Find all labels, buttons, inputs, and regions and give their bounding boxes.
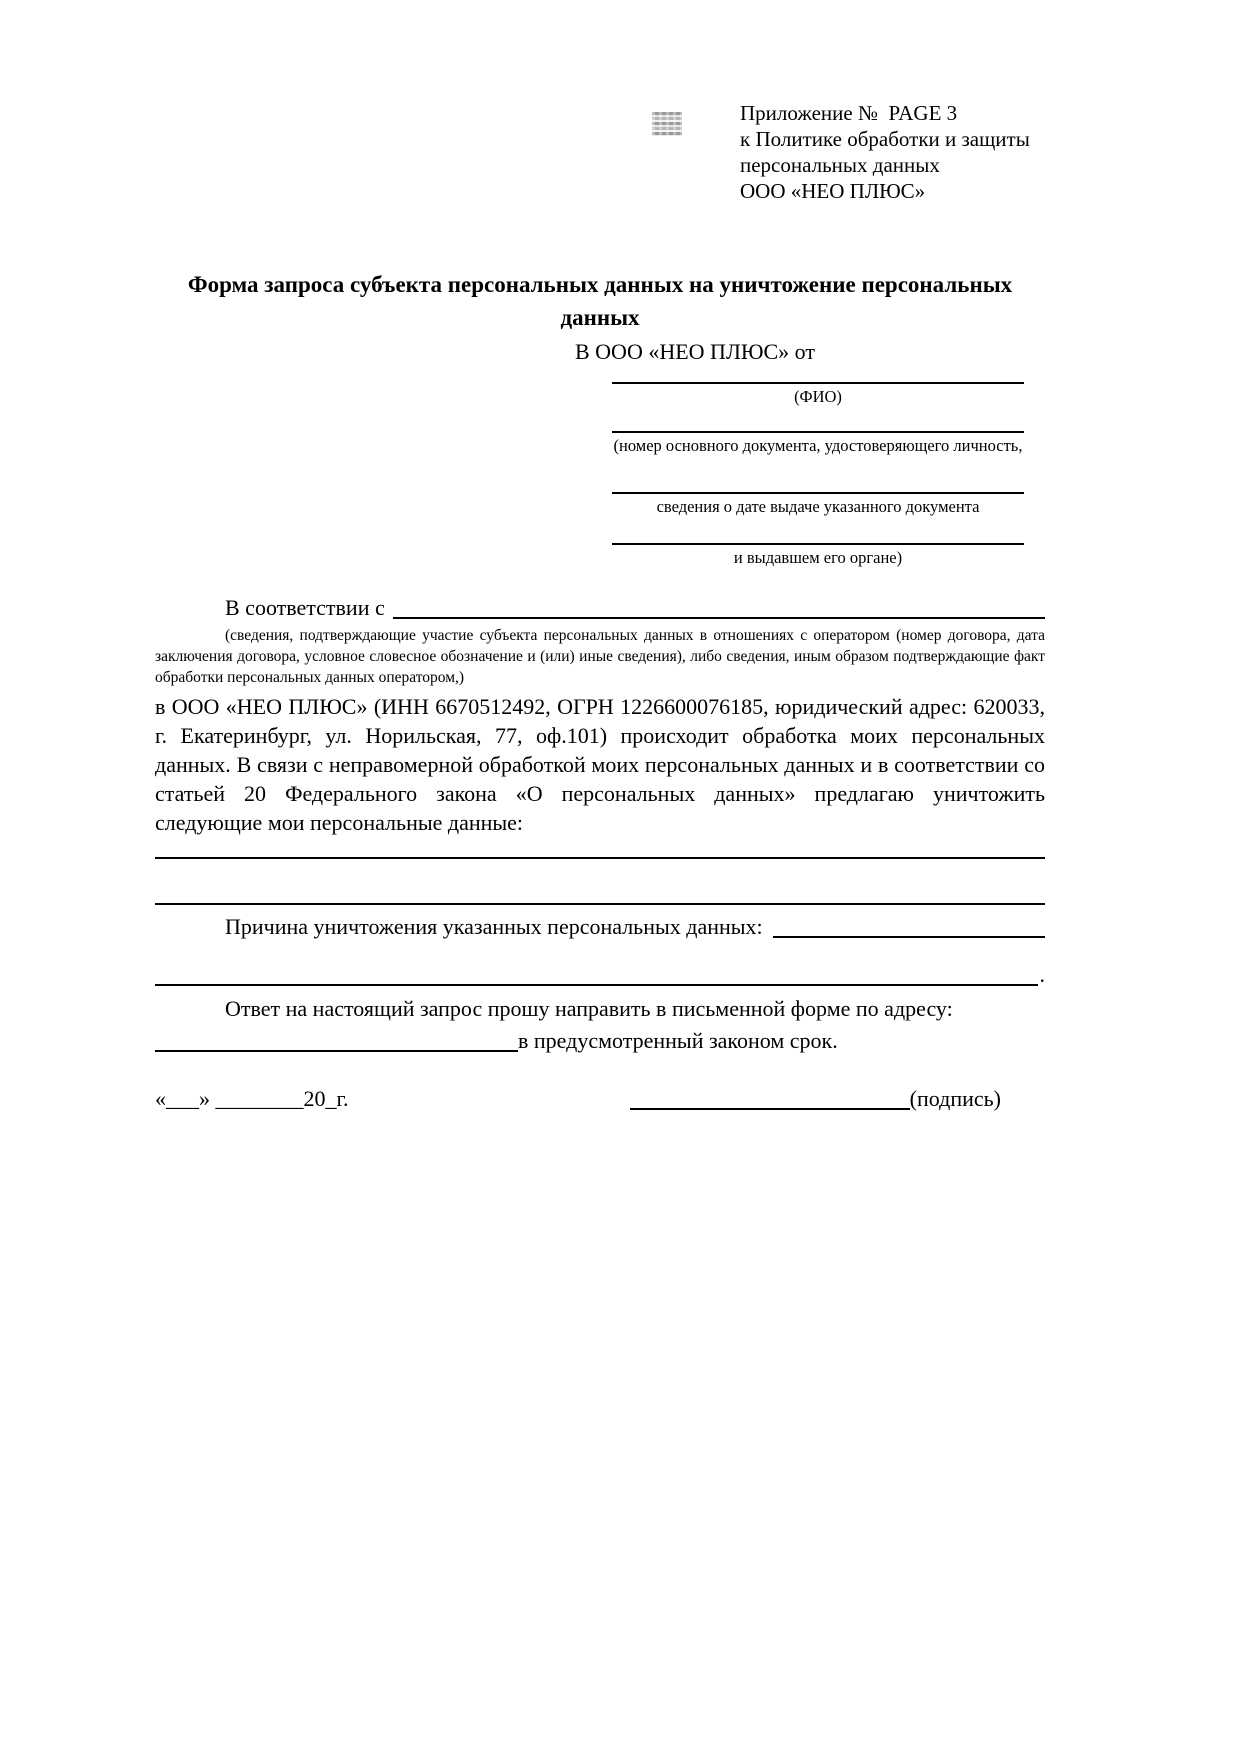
accordance-footnote: (сведения, подтверждающие участие субъекта персональных данных в отношениях с оператором (номер договора, дата заключения договора, условное словесное обозначение и (или) иные сведения), либо сведения, иным образом подтверждающие факт обработки персональных данных оператором,) <box>155 627 1045 686</box>
field-fio <box>612 382 1024 407</box>
field-document-number <box>612 431 1024 456</box>
blank-field-line <box>155 1050 518 1052</box>
reason-label: Причина уничтожения указанных персональных данных: <box>225 914 763 939</box>
identity-fields <box>612 382 1024 568</box>
appendix-header <box>740 100 1045 204</box>
field-fio-caption: (ФИО) <box>794 387 842 406</box>
sentence-period: . <box>1039 962 1045 987</box>
signature-caption: (подпись) <box>909 1086 1001 1111</box>
signature-group <box>630 1085 1001 1113</box>
blank-field-line <box>155 857 1045 859</box>
response-address-row <box>155 1027 1045 1055</box>
signature-line <box>630 1108 910 1110</box>
blank-field-line <box>155 903 1045 905</box>
field-document-number-caption: (номер основного документа, удостоверяющего личность, <box>613 436 1023 455</box>
policy-line-1: к Политике обработки и защиты <box>740 127 1030 151</box>
blank-field-line <box>393 617 1045 619</box>
appendix-number-line: Приложение № PAGE 3 <box>740 101 958 125</box>
date-blank: «___» ________20_г. <box>155 1086 349 1111</box>
field-issuing-authority-caption: и выдавшем его органе) <box>733 548 903 567</box>
field-issue-date <box>612 492 1024 517</box>
blank-field-line <box>155 984 1038 986</box>
reason-continuation-row <box>155 961 1045 989</box>
response-request-line: Ответ на настоящий запрос прошу направить в письменной форме по адресу: <box>225 996 953 1021</box>
response-deadline-text: в предусмотренный законом срок. <box>518 1028 838 1053</box>
accordance-prefix: В соответствии с <box>225 595 385 620</box>
reason-row <box>155 913 1045 941</box>
accordance-row <box>155 594 1045 622</box>
policy-line-2: персональных данных <box>740 153 940 177</box>
blank-field-line <box>773 936 1045 938</box>
gray-text-artifact-icon <box>652 112 682 136</box>
main-paragraph: в ООО «НЕО ПЛЮС» (ИНН 6670512492, ОГРН 1226600076185, юридический адрес: 620033, г. Екатеринбург, ул. Норильская, 77, оф.101) происходит обработка моих персональных данных. В связи с неправомерной обработкой моих персональных данных и в соответствии со статьей 20 Федерального закона «О персональных данных» предлагаю уничтожить следующие мои персональные данные: <box>155 694 1045 835</box>
addressee-line: В ООО «НЕО ПЛЮС» от <box>575 339 815 364</box>
field-issue-date-caption: сведения о дате выдаче указанного документа <box>656 497 980 516</box>
field-issuing-authority <box>612 543 1024 568</box>
company-name: ООО «НЕО ПЛЮС» <box>740 179 926 203</box>
date-signature-row <box>155 1085 1045 1113</box>
page-title: Форма запроса субъекта персональных данных на уничтожение персональных данных <box>187 272 1013 330</box>
